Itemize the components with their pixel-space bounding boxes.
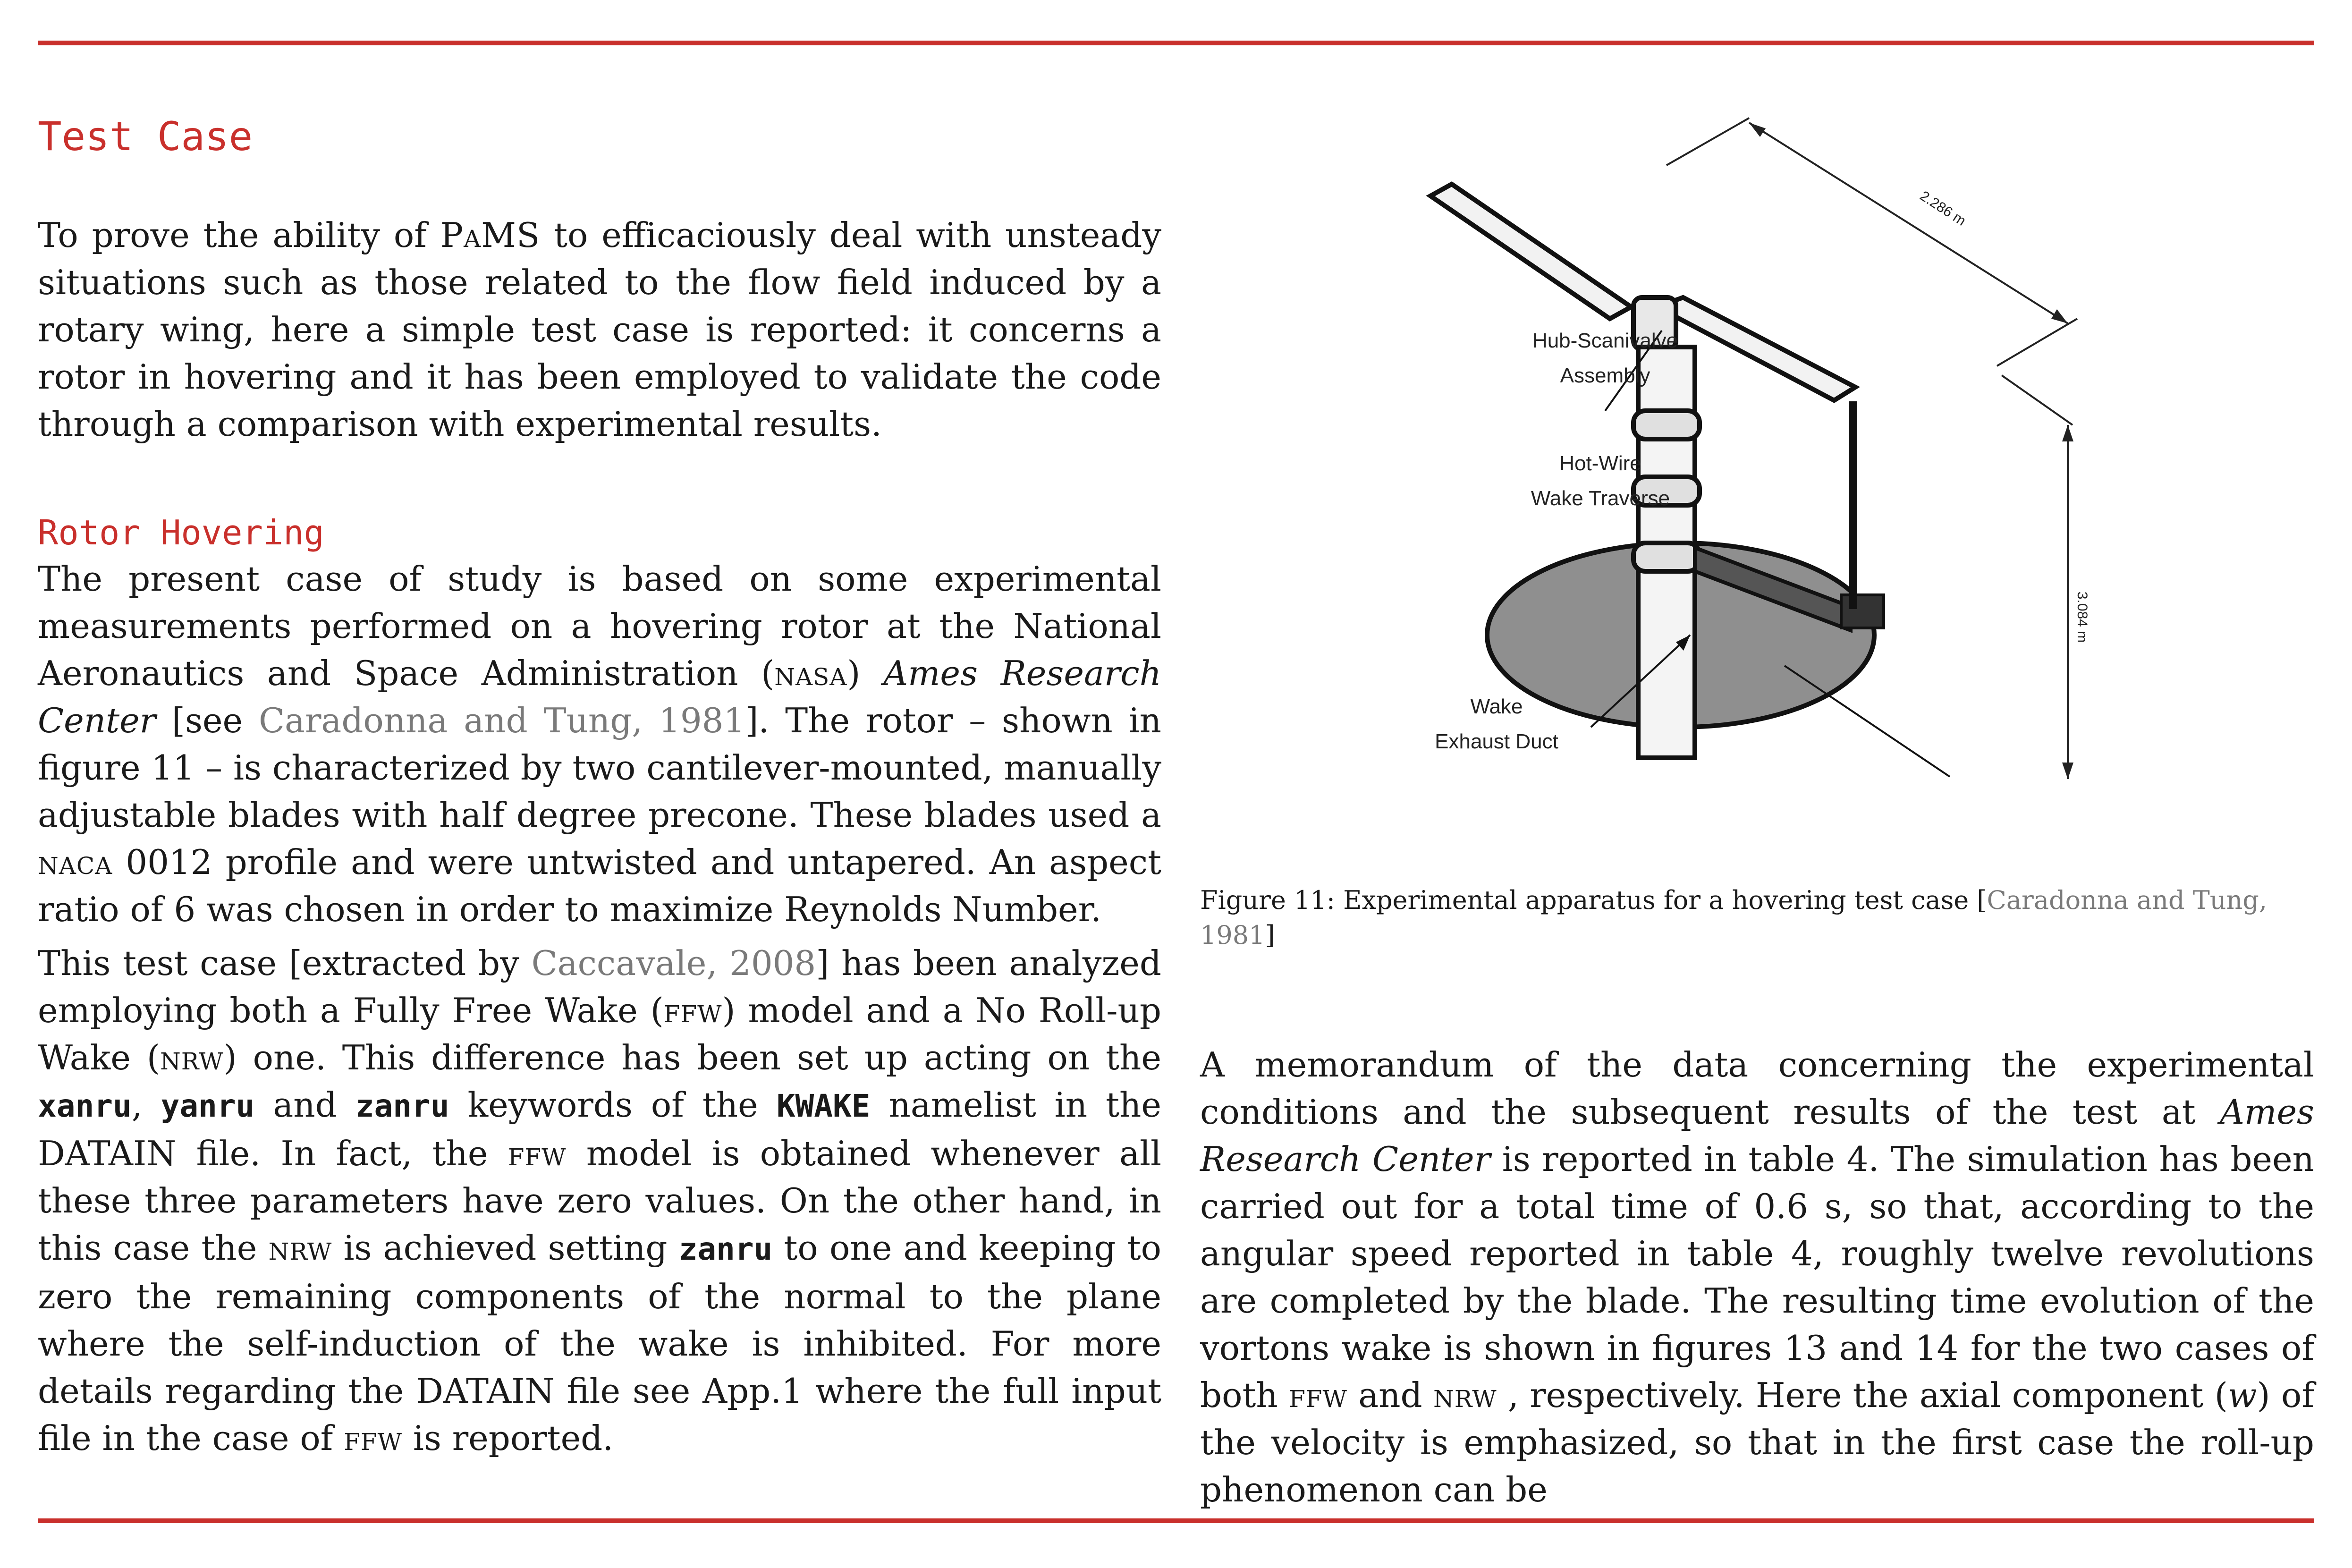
text: to one and keeping to zero the remaining components of the normal to the plane where the self-induction of the wake is inhibited. For more details regarding the DATAIN file see App.1 where the full input file in the case of — [38, 1228, 1161, 1458]
figure-11 — [1369, 109, 2209, 836]
text: model is obtained whenever all these three parameters have zero values. On the other hand, in this case the — [38, 1134, 1161, 1268]
intro-paragraph — [38, 212, 1161, 448]
text: To prove the ability of — [38, 215, 440, 255]
text: This test case [extracted by — [38, 943, 532, 983]
text: and — [254, 1085, 355, 1125]
text: ) — [847, 653, 884, 693]
citation-link[interactable]: Caradonna and Tung, 1981 — [1200, 885, 2267, 950]
nrw-abbr: nrw — [268, 1228, 332, 1268]
zanru-keyword: zanru — [678, 1231, 773, 1267]
ffw-abbr: ffw — [1289, 1375, 1347, 1415]
arrowhead — [2062, 425, 2073, 441]
ffw-abbr: ffw — [663, 991, 722, 1030]
ffw-abbr: ffw — [344, 1418, 402, 1458]
velocity-symbol: w — [2227, 1375, 2257, 1415]
text: ) model and a No Roll-up Wake ( — [38, 991, 1162, 1077]
text: The present case of study is based on some experimental measurements performed on a hovering rotor at the National Aeronautics and Space Administration ( — [38, 559, 1161, 693]
arrowhead — [1749, 123, 1766, 137]
label-wake-exhaust — [1416, 689, 1577, 759]
label-text: Exhaust Duct — [1435, 730, 1558, 753]
label-hot-wire — [1520, 446, 1681, 516]
right-column — [1200, 1041, 2314, 1513]
rotor-blade-left — [1430, 184, 1631, 319]
text: is achieved setting — [332, 1228, 679, 1268]
label-text: Assembly — [1560, 364, 1650, 387]
xanru-keyword: xanru — [38, 1088, 132, 1124]
nrw-abbr: nrw — [1433, 1375, 1497, 1415]
label-hub-scanivalve — [1525, 323, 1685, 393]
label-text: Wake Traverse — [1531, 487, 1670, 510]
text: is reported. — [402, 1418, 614, 1458]
label-text: Hot-Wire — [1559, 452, 1641, 475]
dimension-line — [2002, 375, 2073, 425]
text: A memorandum of the data concerning the experimental conditions and the subsequent results of the test at — [1200, 1045, 2314, 1132]
pams-name: PaMS — [440, 215, 541, 255]
text: namelist in the DATAIN file. In fact, the — [38, 1085, 1162, 1173]
paragraph-3 — [1200, 1041, 2314, 1513]
naca-abbr: naca — [38, 842, 113, 882]
label-text: Wake — [1470, 695, 1523, 718]
top-rule — [38, 41, 2314, 45]
left-column — [38, 113, 1161, 1462]
arrowhead — [2051, 309, 2068, 323]
arrowhead — [2062, 763, 2073, 779]
text: , respectively. Here the axial component ( — [1497, 1375, 2228, 1415]
text: ]. The rotor – shown in figure 11 – is characterized by two cantilever-mounted, manually adjustable blades with half degree precone. These blades used a — [38, 701, 1162, 835]
text: ] — [1265, 920, 1275, 950]
label-text: Hub-Scanivalve — [1532, 329, 1678, 352]
dimension-label-right: 3.084 m — [2074, 591, 2090, 643]
dimension-line — [1667, 118, 1749, 165]
text: 0012 profile and were untwisted and untapered. An aspect ratio of 6 was chosen in order to maximize Reynolds Number. — [38, 842, 1161, 929]
nrw-abbr: nrw — [160, 1038, 224, 1077]
text: keywords of the — [449, 1085, 777, 1125]
mast-collar — [1633, 411, 1700, 439]
figure-caption — [1200, 883, 2314, 953]
citation-link[interactable]: Caccavale, 2008 — [531, 943, 816, 983]
mast-collar — [1633, 543, 1700, 571]
text: and — [1347, 1375, 1433, 1415]
dimension-line — [1997, 319, 2077, 366]
ffw-abbr: ffw — [508, 1134, 567, 1173]
dimension-label-top: 2.286 m — [1917, 188, 1969, 229]
citation-link[interactable]: Caradonna and Tung, 1981 — [258, 701, 745, 740]
kwake-keyword: KWAKE — [776, 1088, 871, 1124]
ames-name: Ames Research Center — [38, 653, 1162, 740]
text: [see — [156, 701, 259, 740]
text: to efficaciously deal with unsteady situations such as those related to the flow field induced by a rotary wing, here a simple test case is reported: it concerns a rotor in hovering and it has been employed to validate the code through a comparison with experimental results. — [38, 215, 1161, 444]
text: , — [131, 1085, 161, 1125]
text: Figure 11: Experimental apparatus for a hovering test case [ — [1200, 885, 1987, 915]
zanru-keyword: zanru — [355, 1088, 449, 1124]
text: ) of the velocity is emphasized, so that in the first case the roll-up phenomenon can be — [1200, 1375, 2314, 1509]
text: is reported in table 4. The simulation has been carried out for a total time of 0.6 s, so that, according to the angular speed reported in table 4, roughly twelve revolutions are completed by the blade. The resulting time evolution of the vortons wake is shown in figures 13 and 14 for the two cases of both — [1200, 1139, 2314, 1415]
nasa-abbr: nasa — [774, 653, 847, 693]
traverse-carriage — [1841, 595, 1884, 628]
text: ] has been analyzed employing both a Fully Free Wake ( — [38, 943, 1162, 1030]
dimension-arrow-top — [1749, 123, 2068, 323]
section-title: Test Case — [38, 113, 253, 160]
yanru-keyword: yanru — [161, 1088, 255, 1124]
leader-line — [1785, 666, 1950, 777]
paragraph-2 — [38, 940, 1161, 1462]
bottom-rule — [38, 1518, 2314, 1523]
subsection-title: Rotor Hovering — [38, 513, 324, 552]
ames-name: Ames Research Center — [1200, 1092, 2314, 1179]
paragraph-1 — [38, 555, 1161, 933]
text: ) one. This difference has been set up acting on the — [223, 1038, 1162, 1077]
